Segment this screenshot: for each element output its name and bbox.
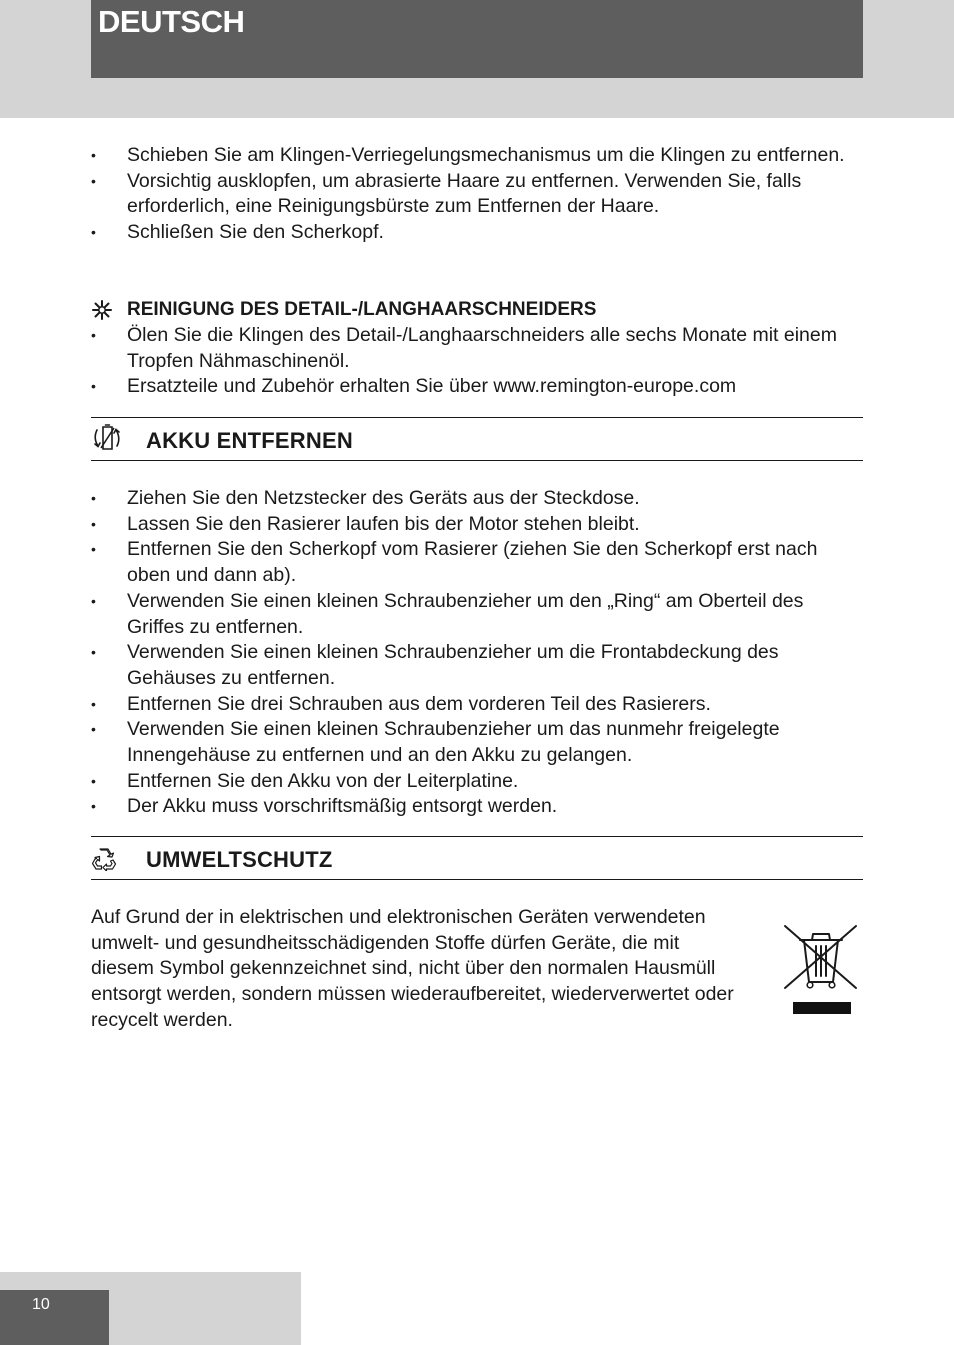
intro-bullet-list bbox=[91, 143, 863, 246]
battery-section-header bbox=[91, 417, 863, 461]
battery-section-title: AKKU ENTFERNEN bbox=[146, 428, 353, 453]
trimmer-cleaning-heading bbox=[91, 297, 596, 322]
list-item: • Entfernen Sie den Scherkopf vom Rasierer (ziehen Sie den Scherkopf erst nach oben und dann ab). bbox=[91, 537, 863, 588]
page-number-box bbox=[0, 1290, 109, 1345]
environment-section-header bbox=[91, 836, 863, 880]
list-item: • Vorsichtig ausklopfen, um abrasierte Haare zu entfernen. Verwenden Sie, falls erforderlich, eine Reinigungsbürste zum Entfernen der Haare. bbox=[91, 169, 863, 220]
list-item: • Der Akku muss vorschriftsmäßig entsorgt werden. bbox=[91, 794, 863, 820]
environment-text: Auf Grund der in elektrischen und elektronischen Geräten verwendeten umwelt- und gesundheitsschädigenden Stoffe dürfen Geräte, die mit diesem Symbol gekennzeichnet sind, nicht über den normalen Hausmüll entsorgt werden, sondern müssen wiederaufbereitet, wiederverwertet oder recycelt werden. bbox=[91, 906, 734, 1031]
list-item: • Verwenden Sie einen kleinen Schraubenzieher um den „Ring“ am Oberteil des Griffes zu entfernen. bbox=[91, 589, 863, 640]
list-item: • Verwenden Sie einen kleinen Schraubenzieher um die Frontabdeckung des Gehäuses zu entfernen. bbox=[91, 640, 863, 691]
trimmer-bullet-list bbox=[91, 323, 863, 400]
header-bar bbox=[91, 0, 863, 78]
recycle-icon bbox=[91, 847, 117, 876]
list-item: • Schließen Sie den Scherkopf. bbox=[91, 220, 863, 246]
list-item: • Ersatzteile und Zubehör erhalten Sie über www.remington-europe.com bbox=[91, 374, 863, 400]
page-title: DEUTSCH bbox=[98, 4, 245, 39]
battery-recycle-icon bbox=[91, 422, 123, 459]
list-item: • Verwenden Sie einen kleinen Schraubenzieher um das nunmehr freigelegte Innengehäuse zu entfernen und an den Akku zu gelangen. bbox=[91, 717, 863, 768]
sparkle-icon bbox=[91, 299, 113, 321]
trimmer-cleaning-heading-text: REINIGUNG DES DETAIL-/LANGHAARSCHNEIDERS bbox=[127, 299, 597, 320]
list-item: • Ziehen Sie den Netzstecker des Geräts aus der Steckdose. bbox=[91, 486, 863, 512]
crossed-bin-icon bbox=[782, 924, 860, 1016]
battery-bullet-list bbox=[91, 486, 863, 820]
list-item: • Entfernen Sie drei Schrauben aus dem vorderen Teil des Rasierers. bbox=[91, 692, 863, 718]
list-item: • Lassen Sie den Rasierer laufen bis der Motor stehen bleibt. bbox=[91, 512, 863, 538]
environment-section-title: UMWELTSCHUTZ bbox=[146, 847, 333, 872]
list-item: • Entfernen Sie den Akku von der Leiterplatine. bbox=[91, 769, 863, 795]
list-item: • Schieben Sie am Klingen-Verriegelungsmechanismus um die Klingen zu entfernen. bbox=[91, 143, 863, 169]
page-number: 10 bbox=[32, 1296, 50, 1313]
list-item: • Ölen Sie die Klingen des Detail-/Langhaarschneiders alle sechs Monate mit einem Tropfen Nähmaschinenöl. bbox=[91, 323, 863, 374]
